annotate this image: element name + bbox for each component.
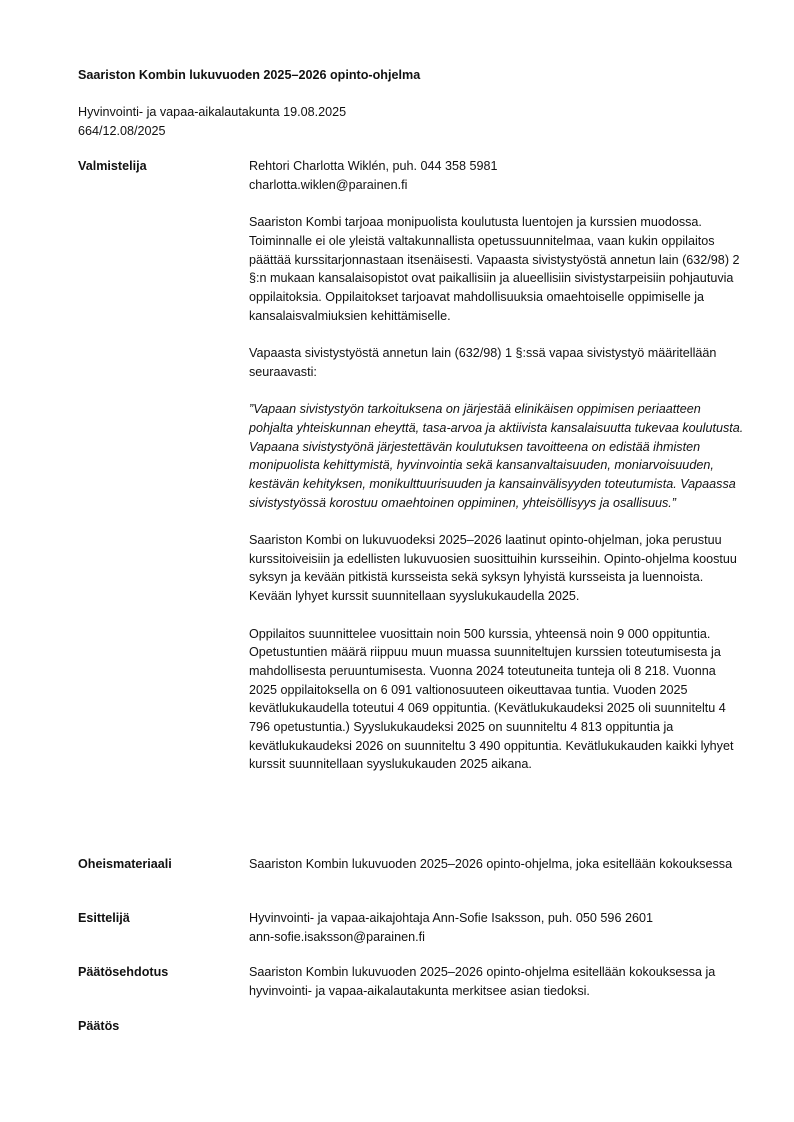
meeting-info bbox=[78, 103, 346, 140]
esittelija-label: Esittelijä bbox=[78, 911, 130, 925]
meeting-name: Hyvinvointi- ja vapaa-aikalautakunta 19.08.2025 bbox=[78, 105, 347, 119]
oheismateriaali-text: Saariston Kombin lukuvuoden 2025–2026 opinto-ohjelma, joka esitellään kokouksessa bbox=[249, 857, 733, 871]
esittelija-contact-email: ann-sofie.isaksson@parainen.fi bbox=[249, 929, 425, 944]
reference-number: 664/12.08/2025 bbox=[78, 123, 166, 138]
esittelija-contact-name: Hyvinvointi- ja vapaa-aikajohtaja Ann-Sofie Isaksson, puh. 050 596 2601 bbox=[249, 911, 653, 925]
law-quote-1: ”Vapaan sivistystyön tarkoituksena on järjestää elinikäisen oppimisen periaatteen pohjalta yhteiskunnan eheyttä, tasa-arvoa ja aktiivista kansalaisuutta tukevaa koulutusta. bbox=[249, 402, 744, 435]
paatosehdotus-label: Päätösehdotus bbox=[78, 965, 169, 979]
valmistelija-contact-email: charlotta.wiklen@parainen.fi bbox=[249, 177, 408, 192]
oheismateriaali-label: Oheismateriaali bbox=[78, 857, 172, 871]
document-title: Saariston Kombin lukuvuoden 2025–2026 opinto-ohjelma bbox=[78, 68, 421, 82]
valmistelija-content bbox=[249, 157, 744, 774]
valmistelija-contact-name: Rehtori Charlotta Wiklén, puh. 044 358 5981 bbox=[249, 159, 498, 173]
esittelija-content bbox=[249, 909, 744, 946]
valmistelija-paragraph-2: Vapaasta sivistystyöstä annetun lain (632/98) 1 §:ssä vapaa sivistystyö määritellään seuraavasti: bbox=[249, 346, 717, 379]
valmistelija-label: Valmistelija bbox=[78, 159, 147, 173]
oheismateriaali-content bbox=[249, 855, 744, 874]
paatosehdotus-text: Saariston Kombin lukuvuoden 2025–2026 opinto-ohjelma esitellään kokouksessa ja hyvinvointi- ja vapaa-aikalautakunta merkitsee asian tiedoksi. bbox=[249, 965, 716, 998]
valmistelija-paragraph-3: Saariston Kombi on lukuvuodeksi 2025–2026 laatinut opinto-ohjelman, joka perustuu kurssitoiveisiin ja edellisten lukuvuosien suosittuihin kursseihin. Opinto-ohjelma koostuu syksyn ja kevään pitkistä kursseista sekä syksyn lyhyistä kursseista ja luennoista. Kevään lyhyet kurssit suunnitellaan syyslukukaudella 2025. bbox=[249, 533, 737, 604]
law-quote-2: Vapaana sivistystyönä järjestettävän koulutuksen tavoitteena on edistää ihmisten monipuolista kehittymistä, hyvinvointia sekä kansanvaltaisuuden, moniarvoisuuden, kestävän kehityksen, monikulttuurisuuden ja kansainvälisyyden toteutumista. Vapaassa sivistystyössä korostuu omaehtoinen oppiminen, yhteisöllisyys ja osallisuus.” bbox=[249, 439, 736, 510]
valmistelija-paragraph-1: Saariston Kombi tarjoaa monipuolista koulutusta luentojen ja kurssien muodossa. Toiminnalle ei ole yleistä valtakunnallista opetussuunnitelmaa, vaan kukin oppilaitos päättää kurssitarjonnastaan itsenäisesti. Vapaasta sivistystyöstä annetun lain (632/98) 2 §:n mukaan kansalaisopistot ovat paikallisiin ja alueellisiin sivistystarpeisiin pohjautuvia oppilaitoksia. Oppilaitokset tarjoavat mahdollisuuksia omaehtoiselle oppimiselle ja kansalaisvalmiuksien kehittämiselle. bbox=[249, 215, 740, 323]
paatos-label: Päätös bbox=[78, 1019, 120, 1033]
paatosehdotus-content bbox=[249, 963, 744, 1000]
valmistelija-paragraph-4: Oppilaitos suunnittelee vuosittain noin 500 kurssia, yhteensä noin 9 000 oppituntia. Opetustuntien määrä riippuu muun muassa suunniteltujen kurssien toteutumisesta ja mahdollisesta peruuntumisesta. Vuonna 2024 toteutuneita tunteja oli 8 218. Vuonna 2025 oppilaitoksella on 6 091 valtionosuuteen oikeuttavaa tuntia. Vuoden 2025 kevätlukukaudella toteutui 4 069 oppituntia. (Kevätlukukaudeksi 2025 oli suunniteltu 4 796 opetustuntia.) Syyslukukaudeksi 2025 on suunniteltu 4 813 oppituntia ja kevätlukukaudeksi 2026 on suunniteltu 3 490 oppituntia. Kevätlukukauden kaikki lyhyet kurssit suunnitellaan syyslukukauden 2025 aikana. bbox=[249, 626, 734, 772]
